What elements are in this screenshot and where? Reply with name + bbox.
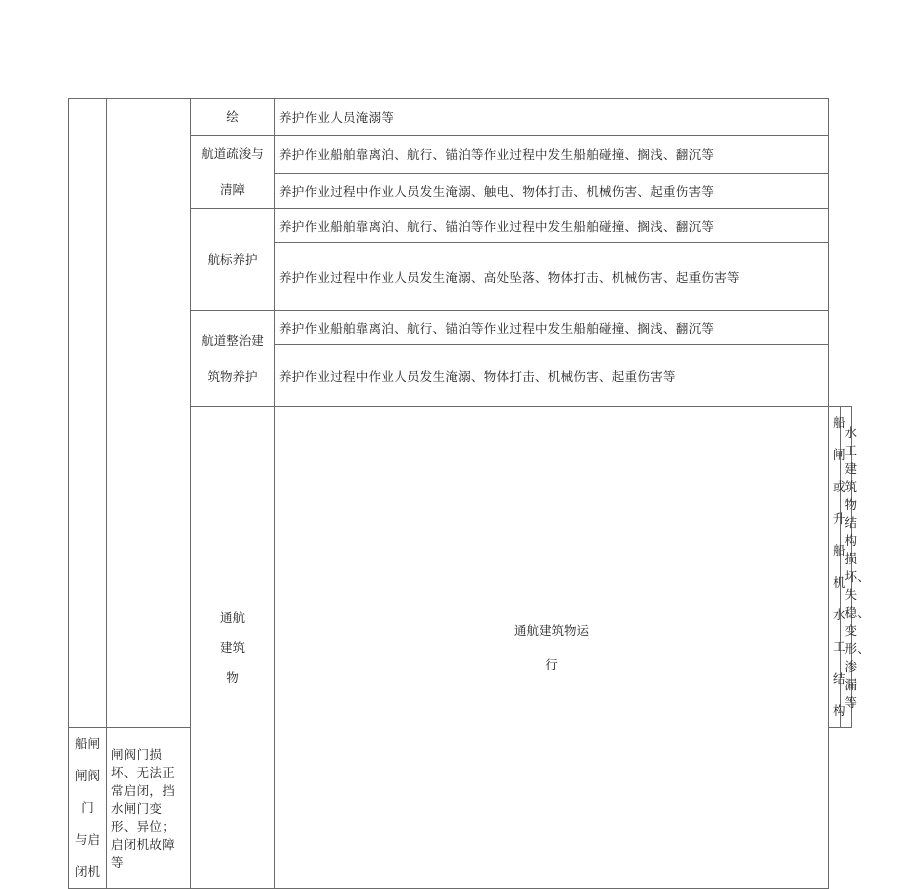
hazard-cell: 闸阀门损坏、无法正常启闭，挡水闸门变形、异位；启闭机故障等	[107, 728, 191, 889]
hazard-cell: 养护作业船舶靠离泊、航行、锚泊等作业过程中发生船舶碰撞、搁浅、翻沉等	[275, 136, 829, 174]
item-cell: 航道整治建 筑物养护	[191, 311, 275, 407]
category-cell: 通航 建筑 物	[191, 407, 275, 889]
hazard-table	[68, 98, 871, 889]
hazard-cell: 养护作业过程中作业人员发生淹溺、物体打击、机械伤害、起重伤害等	[275, 345, 829, 407]
item-cell: 航标养护	[191, 209, 275, 311]
category-cell-empty	[69, 99, 107, 728]
subcategory-cell: 通航建筑物运 行	[275, 407, 829, 889]
hazard-cell: 养护作业船舶靠离泊、航行、锚泊等作业过程中发生船舶碰撞、搁浅、翻沉等	[275, 311, 829, 345]
hazard-cell: 养护作业过程中作业人员发生淹溺、高处坠落、物体打击、机械伤害、起重伤害等	[275, 243, 829, 311]
hazard-cell: 养护作业过程中作业人员发生淹溺、触电、物体打击、机械伤害、起重伤害等	[275, 173, 829, 208]
subcategory-cell-empty	[107, 99, 191, 728]
item-cell: 船闸闸阀门 与启闭机	[69, 728, 107, 889]
item-cell: 航道疏浚与 清障	[191, 136, 275, 209]
hazard-cell: 养护作业船舶靠离泊、航行、锚泊等作业过程中发生船舶碰撞、搁浅、翻沉等	[275, 209, 829, 243]
hazard-cell: 水工建筑物结构损坏、失稳、变形、渗漏等	[840, 407, 852, 728]
item-cell: 绘	[191, 99, 275, 136]
hazard-cell: 养护作业人员淹溺等	[275, 99, 829, 136]
item-cell: 船闸或升船 机水工结构	[829, 407, 841, 728]
